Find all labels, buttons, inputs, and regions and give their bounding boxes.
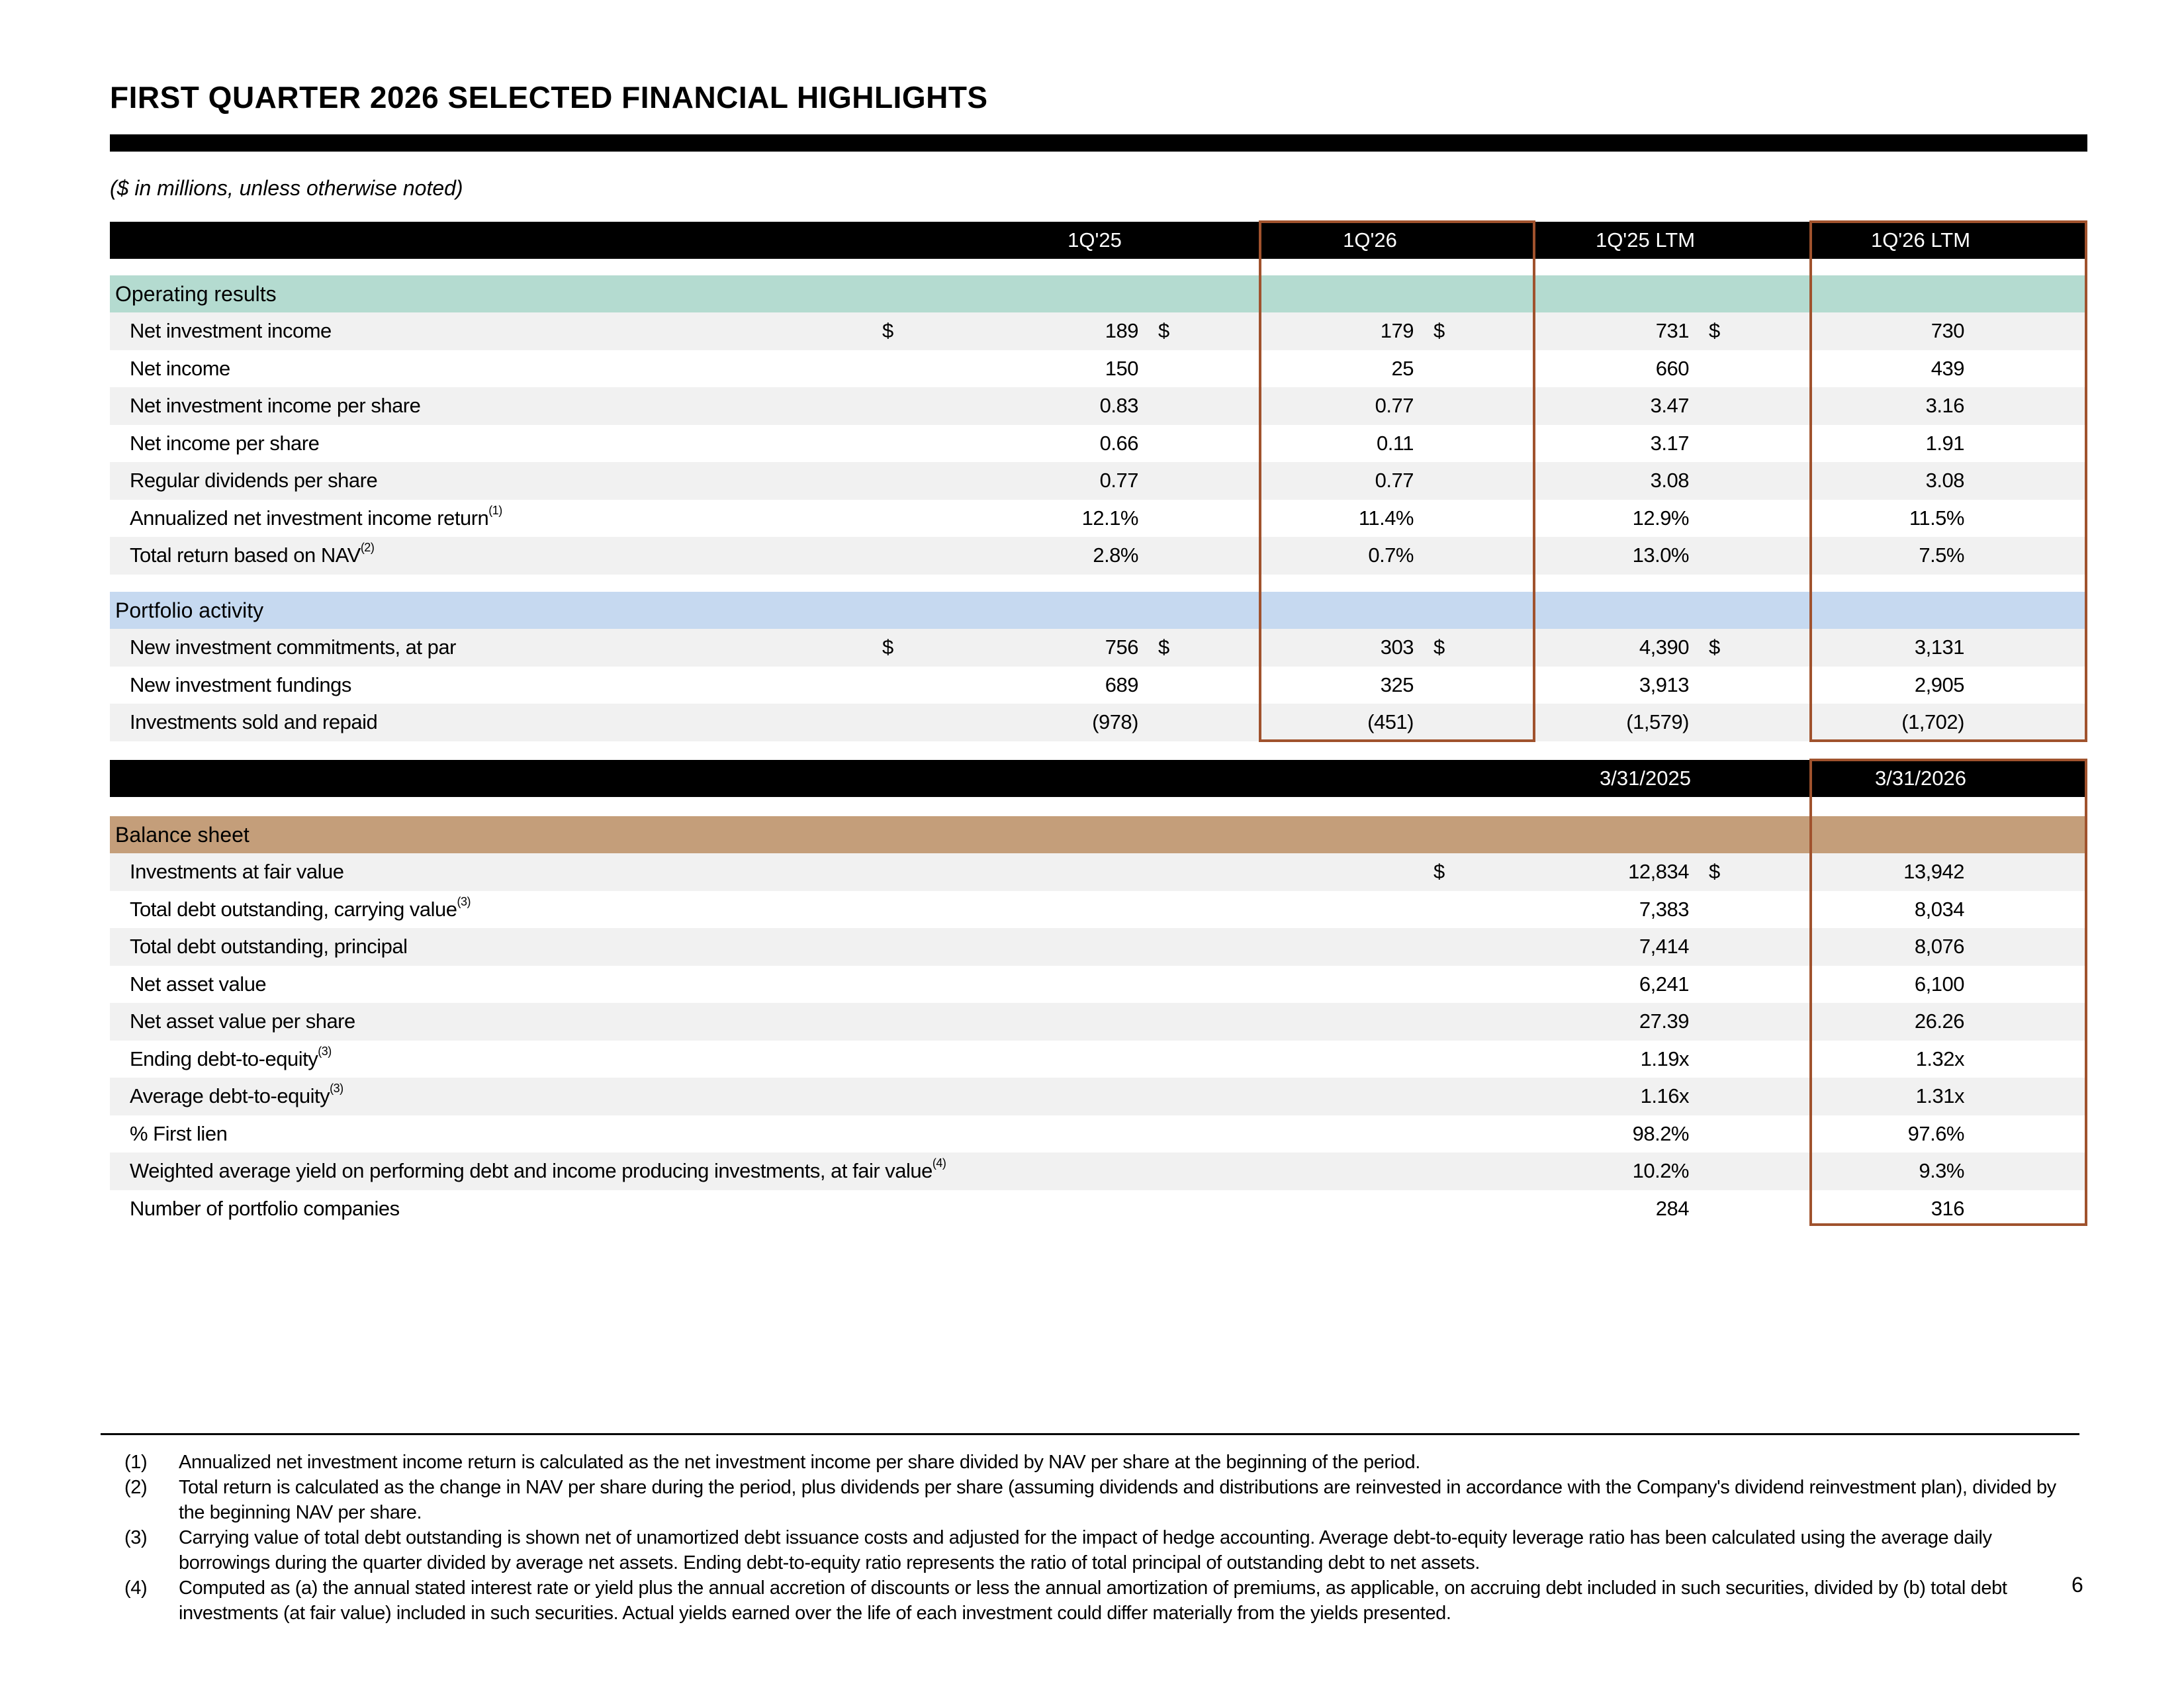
cell-value: 1.91 <box>1925 431 1964 455</box>
cell-value: 689 <box>1105 673 1138 696</box>
cell-value: 150 <box>1105 356 1138 380</box>
table-row <box>110 1041 2087 1078</box>
cell-value: 0.77 <box>1375 394 1414 417</box>
cell-value: 730 <box>1931 319 1964 342</box>
cell-value: 11.5% <box>1909 506 1964 530</box>
row-label <box>130 500 502 537</box>
section-portfolio-activity: Portfolio activity <box>110 592 2087 629</box>
date-header <box>110 760 2087 797</box>
footnote <box>110 1525 2069 1575</box>
cell-value: 1.31x <box>1915 1084 1964 1107</box>
table-row <box>110 891 2087 929</box>
cell-value: 9.3% <box>1919 1159 1964 1182</box>
currency-symbol: $ <box>882 635 893 659</box>
cell-value: 3.08 <box>1650 469 1689 492</box>
cell-value: 756 <box>1105 635 1138 659</box>
footnote-ref: (4) <box>932 1156 946 1170</box>
footnote-number: (4) <box>124 1577 148 1599</box>
row-label <box>130 928 408 965</box>
footnote-text: Total return is calculated as the change in NAV per share during the period, plus dividends per share (assuming dividends and distributions are reinvested in accordance with the Company's dividend reinvestment plan), divided by the beginning NAV per share. <box>179 1477 2056 1523</box>
cell-value: (451) <box>1367 710 1414 733</box>
cell-value: (1,702) <box>1901 710 1964 733</box>
row-label-text: Weighted average yield on performing debt and income producing investments, at fair value <box>130 1159 933 1182</box>
cell-value: 0.77 <box>1375 469 1414 492</box>
period-header <box>110 222 2087 259</box>
cell-value: 12.1% <box>1081 506 1138 530</box>
cell-value: 439 <box>1931 356 1964 380</box>
units-note: ($ in millions, unless otherwise noted) <box>110 176 463 200</box>
cell-value: 3.17 <box>1650 431 1689 455</box>
row-label-text: Net asset value <box>130 972 267 996</box>
cell-value: 179 <box>1380 319 1414 342</box>
section-operating-results: Operating results <box>110 275 2087 312</box>
footnote-number: (1) <box>124 1452 148 1473</box>
cell-value: 6,241 <box>1639 972 1689 996</box>
currency-symbol: $ <box>1433 860 1445 883</box>
footnote-ref: (1) <box>488 503 502 517</box>
cell-value: 7,383 <box>1639 897 1689 921</box>
row-label-text: New investment fundings <box>130 673 351 696</box>
table-row <box>110 462 2087 500</box>
footnote-number: (3) <box>124 1527 148 1548</box>
cell-value: 0.7% <box>1368 543 1414 567</box>
table-row <box>110 704 2087 741</box>
table-row <box>110 629 2087 667</box>
row-label <box>130 853 344 890</box>
row-label-text: New investment commitments, at par <box>130 635 456 659</box>
table-row <box>110 1152 2087 1190</box>
row-label-text: Investments at fair value <box>130 860 344 883</box>
currency-symbol: $ <box>1158 635 1169 659</box>
row-label <box>130 387 420 424</box>
row-label-text: Net investment income <box>130 319 332 342</box>
currency-symbol: $ <box>1709 319 1720 342</box>
row-label <box>130 537 374 574</box>
table-row <box>110 1003 2087 1041</box>
footnote-text: Carrying value of total debt outstanding is shown net of unamortized debt issuance costs and adjusted for the impact of hedge accounting. Average debt-to-equity leverage ratio has been calculated using the average daily borrowings during the quarter divided by average net assets. Ending debt-to-equity ratio represents the ratio of total principal of outstanding debt to net assets. <box>179 1527 1992 1573</box>
row-label <box>130 350 230 387</box>
cell-value: 303 <box>1380 635 1414 659</box>
row-label <box>130 1003 355 1040</box>
cell-value: 12.9% <box>1632 506 1689 530</box>
cell-value: 1.32x <box>1915 1047 1964 1070</box>
cell-value: 27.39 <box>1639 1009 1689 1033</box>
header-3-31-2025: 3/31/2025 <box>1600 767 1691 790</box>
cell-value: 316 <box>1931 1196 1964 1220</box>
cell-value: 284 <box>1655 1196 1689 1220</box>
cell-value: 660 <box>1655 356 1689 380</box>
footnote-ref: (3) <box>318 1044 332 1058</box>
cell-value: 12,834 <box>1628 860 1689 883</box>
footnotes <box>110 1450 2069 1626</box>
footnote-text: Computed as (a) the annual stated interest rate or yield plus the annual accretion of discounts or less the annual amortization of premiums, as applicable, on accruing debt included in such securities, divided by (b) total debt investments (at fair value) included in such securities. Actual yields earned over the life of each investment could differ materially from the yields presented. <box>179 1577 2007 1624</box>
footnote-ref: (3) <box>330 1082 343 1095</box>
row-label-text: Net asset value per share <box>130 1009 355 1033</box>
footnote-ref: (3) <box>457 894 471 908</box>
table-row <box>110 667 2087 704</box>
row-label-text: Net income <box>130 356 230 380</box>
cell-value: 2.8% <box>1093 543 1138 567</box>
row-label-text: Net investment income per share <box>130 394 421 417</box>
cell-value: 4,390 <box>1639 635 1689 659</box>
cell-value: 25 <box>1391 356 1414 380</box>
cell-value: 26.26 <box>1914 1009 1964 1033</box>
table-row <box>110 1190 2087 1228</box>
row-label <box>130 629 456 666</box>
footnote-rule <box>101 1433 2079 1435</box>
cell-value: 3,131 <box>1914 635 1964 659</box>
cell-value: 325 <box>1380 673 1414 696</box>
row-label <box>130 1041 332 1078</box>
cell-value: 13,942 <box>1903 860 1964 883</box>
cell-value: 189 <box>1105 319 1138 342</box>
cell-value: 3.47 <box>1650 394 1689 417</box>
table-row <box>110 500 2087 538</box>
currency-symbol: $ <box>1158 319 1169 342</box>
cell-value: 98.2% <box>1632 1121 1689 1145</box>
page-number: 6 <box>2071 1573 2083 1597</box>
table-row <box>110 425 2087 463</box>
cell-value: (978) <box>1092 710 1138 733</box>
cell-value: 1.19x <box>1640 1047 1689 1070</box>
footnote-number: (2) <box>124 1477 148 1498</box>
row-label <box>130 966 266 1003</box>
currency-symbol: $ <box>1709 635 1720 659</box>
row-label <box>130 1152 946 1190</box>
row-label-text: Total debt outstanding, principal <box>130 935 408 958</box>
section-balance-sheet: Balance sheet <box>110 816 2087 853</box>
cell-value: 3,913 <box>1639 673 1689 696</box>
header-3-31-2026: 3/31/2026 <box>1875 767 1966 790</box>
header-1q25: 1Q'25 <box>1068 228 1122 252</box>
table-row <box>110 312 2087 350</box>
cell-value: 8,034 <box>1914 897 1964 921</box>
table-row <box>110 966 2087 1004</box>
row-label-text: Total debt outstanding, carrying value <box>130 897 457 921</box>
row-label <box>130 667 351 704</box>
row-label-text: Investments sold and repaid <box>130 710 378 733</box>
cell-value: 0.83 <box>1099 394 1138 417</box>
cell-value: 3.08 <box>1925 469 1964 492</box>
cell-value: 11.4% <box>1358 506 1414 530</box>
footnote <box>110 1450 2069 1475</box>
cell-value: 97.6% <box>1907 1121 1964 1145</box>
row-label <box>130 1190 400 1227</box>
table-row <box>110 537 2087 575</box>
cell-value: 13.0% <box>1632 543 1689 567</box>
row-label <box>130 462 377 499</box>
row-label-text: Net income per share <box>130 431 320 455</box>
cell-value: 3.16 <box>1925 394 1964 417</box>
row-label-text: Ending debt-to-equity <box>130 1047 318 1070</box>
table-row <box>110 1078 2087 1115</box>
footnote-text: Annualized net investment income return is calculated as the net investment income per share divided by NAV per share at the beginning of the period. <box>179 1452 1420 1473</box>
page-title: FIRST QUARTER 2026 SELECTED FINANCIAL HIGHLIGHTS <box>110 80 988 115</box>
cell-value: (1,579) <box>1626 710 1689 733</box>
row-label <box>130 1078 343 1115</box>
table-row <box>110 350 2087 388</box>
row-label <box>130 891 471 928</box>
cell-value: 7,414 <box>1639 935 1689 958</box>
header-1q26: 1Q'26 <box>1343 228 1397 252</box>
cell-value: 0.77 <box>1099 469 1138 492</box>
title-rule <box>110 134 2087 152</box>
row-label-text: % First lien <box>130 1121 228 1145</box>
row-label-text: Annualized net investment income return <box>130 506 489 530</box>
table-row <box>110 928 2087 966</box>
currency-symbol: $ <box>1433 319 1445 342</box>
cell-value: 1.16x <box>1640 1084 1689 1107</box>
row-label-text: Total return based on NAV <box>130 543 361 567</box>
cell-value: 8,076 <box>1914 935 1964 958</box>
row-label <box>130 425 319 462</box>
row-label <box>130 1115 227 1152</box>
row-label <box>130 704 377 741</box>
cell-value: 10.2% <box>1632 1159 1689 1182</box>
cell-value: 7.5% <box>1919 543 1964 567</box>
cell-value: 6,100 <box>1914 972 1964 996</box>
currency-symbol: $ <box>882 319 893 342</box>
table-row <box>110 1115 2087 1153</box>
header-1q26-ltm: 1Q'26 LTM <box>1870 228 1971 252</box>
currency-symbol: $ <box>1709 860 1720 883</box>
footnote-ref: (2) <box>360 541 375 554</box>
row-label <box>130 312 332 350</box>
cell-value: 0.66 <box>1099 431 1138 455</box>
row-label-text: Regular dividends per share <box>130 469 378 492</box>
table-row <box>110 387 2087 425</box>
footnote <box>110 1575 2069 1626</box>
cell-value: 731 <box>1655 319 1689 342</box>
cell-value: 2,905 <box>1914 673 1964 696</box>
header-1q25-ltm: 1Q'25 LTM <box>1595 228 1696 252</box>
footnote <box>110 1475 2069 1525</box>
currency-symbol: $ <box>1433 635 1445 659</box>
row-label-text: Number of portfolio companies <box>130 1196 400 1220</box>
row-label-text: Average debt-to-equity <box>130 1084 330 1107</box>
cell-value: 0.11 <box>1376 431 1414 455</box>
table-row <box>110 853 2087 891</box>
